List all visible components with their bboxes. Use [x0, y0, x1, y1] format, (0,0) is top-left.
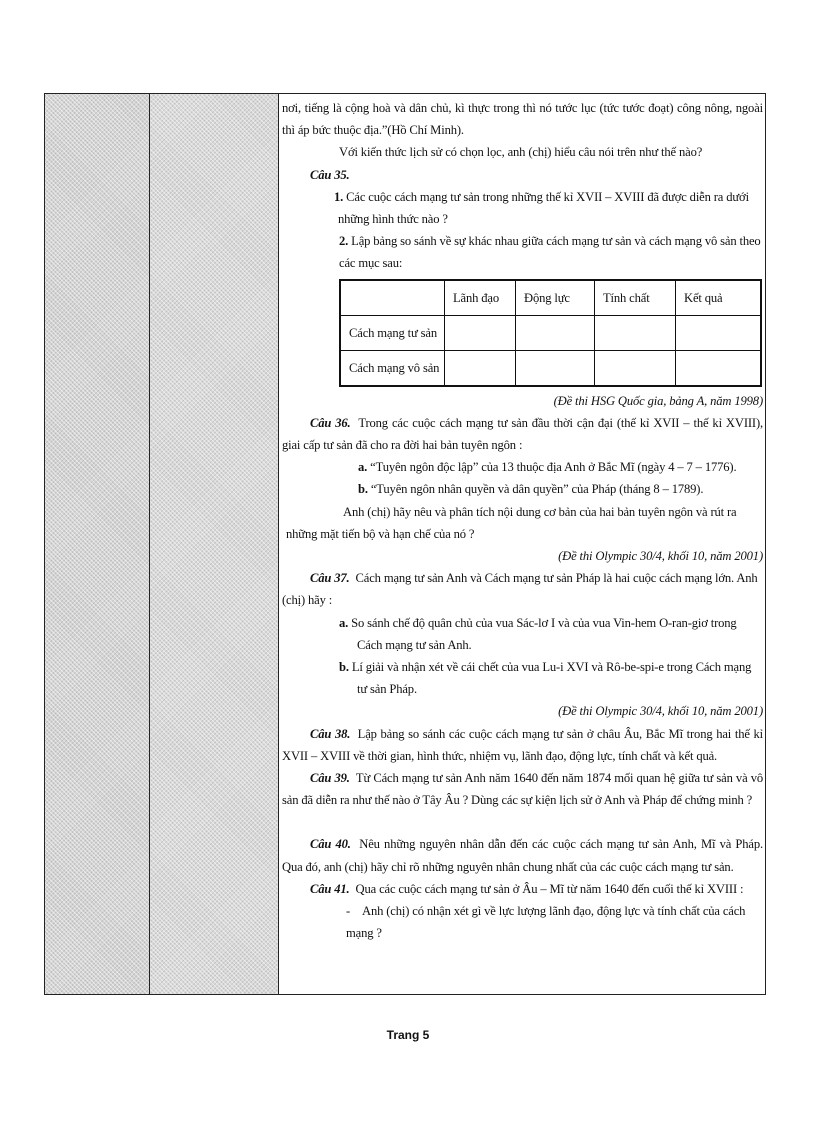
item-text: Lí giải và nhận xét về cái chết của vua Lu-i XVI và Rô-be-spi-e trong Cách mạng tư sản Pháp. [351, 660, 752, 697]
table-row [340, 315, 761, 350]
question-36-ask: Anh (chị) hãy nêu và phân tích nội dung cơ bản của hai bản tuyên ngôn và rút ra những mặt tiến bộ và hạn chế của nó ? [286, 504, 737, 541]
middle-shaded-column [150, 94, 279, 994]
spacer [282, 811, 763, 833]
question-35-label: Câu 35. [310, 167, 350, 182]
question-41-bullet [282, 900, 763, 944]
question-36 [282, 412, 763, 456]
question-35-item-1 [282, 186, 763, 230]
bullet-dash: - [346, 904, 351, 919]
question-36-text: Trong các cuộc cách mạng tư sản đầu thời cận đại (thế kỉ XVII – thế kỉ XVIII), giai cấp tư sản đã cho ra đời hai bản tuyên ngôn : [282, 415, 763, 453]
question-39-text: Từ Cách mạng tư sản Anh năm 1640 đến năm 1874 mối quan hệ giữa tư sản và vô sản đã diễn ra như thế nào ở Tây Âu ? Dùng các sự kiện lịch sử ở Anh và Pháp để chứng minh ? [282, 771, 764, 808]
question-36-source: (Đề thi Olympic 30/4, khối 10, năm 2001) [558, 549, 763, 564]
question-35-source: (Đề thi HSG Quốc gia, bảng A, năm 1998) [553, 393, 763, 408]
table-header-cell: Tính chất [595, 280, 676, 316]
table-row-label: Cách mạng tư sản [340, 315, 445, 350]
item-text: Các cuộc cách mạng tư sản trong những thế kỉ XVII – XVIII đã được diễn ra dưới những hình thức nào ? [338, 189, 749, 227]
item-text: So sánh chế độ quân chủ của vua Sác-lơ I và của vua Vin-hem O-ran-giơ trong Cách mạng tư sản Anh. [351, 615, 737, 652]
question-content-column [279, 94, 765, 994]
question-37-text: Cách mạng tư sản Anh và Cách mạng tư sản Pháp là hai cuộc cách mạng lớn. Anh (chị) hãy : [282, 571, 758, 608]
question-41-text: Qua các cuộc cách mạng tư sản ở Âu – Mĩ từ năm 1640 đến cuối thế kỉ XVIII : [355, 881, 744, 896]
item-text: Lập bảng so sánh về sự khác nhau giữa cách mạng tư sản và cách mạng vô sản theo các mục sau: [339, 234, 761, 271]
table-cell [445, 315, 516, 350]
table-header-cell: Động lực [516, 280, 595, 316]
table-cell [676, 315, 762, 350]
table-corner-cell [340, 280, 445, 316]
question-38-label: Câu 38. [310, 726, 351, 741]
table-cell [595, 350, 676, 386]
question-36-item-a [282, 456, 763, 478]
left-shaded-column [45, 94, 150, 994]
table-cell [595, 315, 676, 350]
table-row-label: Cách mạng vô sản [340, 350, 445, 386]
question-37-item-b [282, 656, 763, 700]
table-header-row [340, 280, 761, 316]
item-text: “Tuyên ngôn độc lập” của 13 thuộc địa Anh ở Bắc Mĩ (ngày 4 – 7 – 1776). [370, 460, 737, 475]
item-letter: b. [358, 482, 368, 497]
question-37-source: (Đề thi Olympic 30/4, khối 10, năm 2001) [558, 704, 763, 719]
page-table-frame [44, 93, 766, 995]
table-header-cell: Kết quả [676, 280, 762, 316]
item-number: 1. [334, 189, 344, 204]
question-41-label: Câu 41. [310, 881, 350, 896]
item-letter: b. [339, 660, 349, 675]
question-37-item-a [282, 612, 763, 656]
question-36-item-b [282, 478, 763, 500]
question-39-label: Câu 39. [310, 771, 350, 786]
page-number: Trang 5 [386, 1028, 430, 1042]
table-cell [445, 350, 516, 386]
comparison-table [339, 279, 762, 387]
question-39 [282, 767, 763, 811]
table-row [340, 350, 761, 386]
question-40-text: Nêu những nguyên nhân dẫn đến các cuộc cách mạng tư sản Anh, Mĩ và Pháp. Qua đó, anh (chị) hãy chỉ rõ những nguyên nhân chung nhất của các cuộc cách mạng tư sản. [282, 837, 764, 874]
table-cell [676, 350, 762, 386]
intro-quote: nơi, tiếng là cộng hoà và dân chủ, kì thực trong thì nó tước lục (tức tước đoạt) công nông, ngoài thì áp bức thuộc địa.”(Hồ Chí Minh). [282, 101, 763, 138]
item-letter: a. [339, 615, 349, 630]
intro-question: Với kiến thức lịch sử có chọn lọc, anh (chị) hiểu câu nói trên như thế nào? [339, 145, 703, 160]
question-38 [282, 723, 763, 767]
question-35-item-2 [282, 230, 763, 274]
question-37 [282, 567, 763, 611]
question-37-label: Câu 37. [310, 571, 350, 586]
question-35-heading [282, 164, 763, 186]
question-41 [282, 878, 763, 900]
question-40 [282, 833, 763, 877]
table-header-cell: Lãnh đạo [445, 280, 516, 316]
item-number: 2. [339, 234, 349, 249]
table-cell [516, 315, 595, 350]
question-40-label: Câu 40. [310, 837, 351, 852]
question-36-label: Câu 36. [310, 415, 351, 430]
table-cell [516, 350, 595, 386]
item-text: “Tuyên ngôn nhân quyền và dân quyền” của Pháp (tháng 8 – 1789). [370, 482, 704, 497]
question-38-text: Lập bảng so sánh các cuộc cách mạng tư sản ở châu Âu, Bắc Mĩ trong hai thế kỉ XVII – XVIII về thời gian, hình thức, nhiệm vụ, lãnh đạo, động lực, tính chất và kết quả. [282, 726, 763, 763]
bullet-text: Anh (chị) có nhận xét gì về lực lượng lãnh đạo, động lực và tính chất của cách mạng ? [346, 904, 746, 941]
item-letter: a. [358, 460, 368, 475]
